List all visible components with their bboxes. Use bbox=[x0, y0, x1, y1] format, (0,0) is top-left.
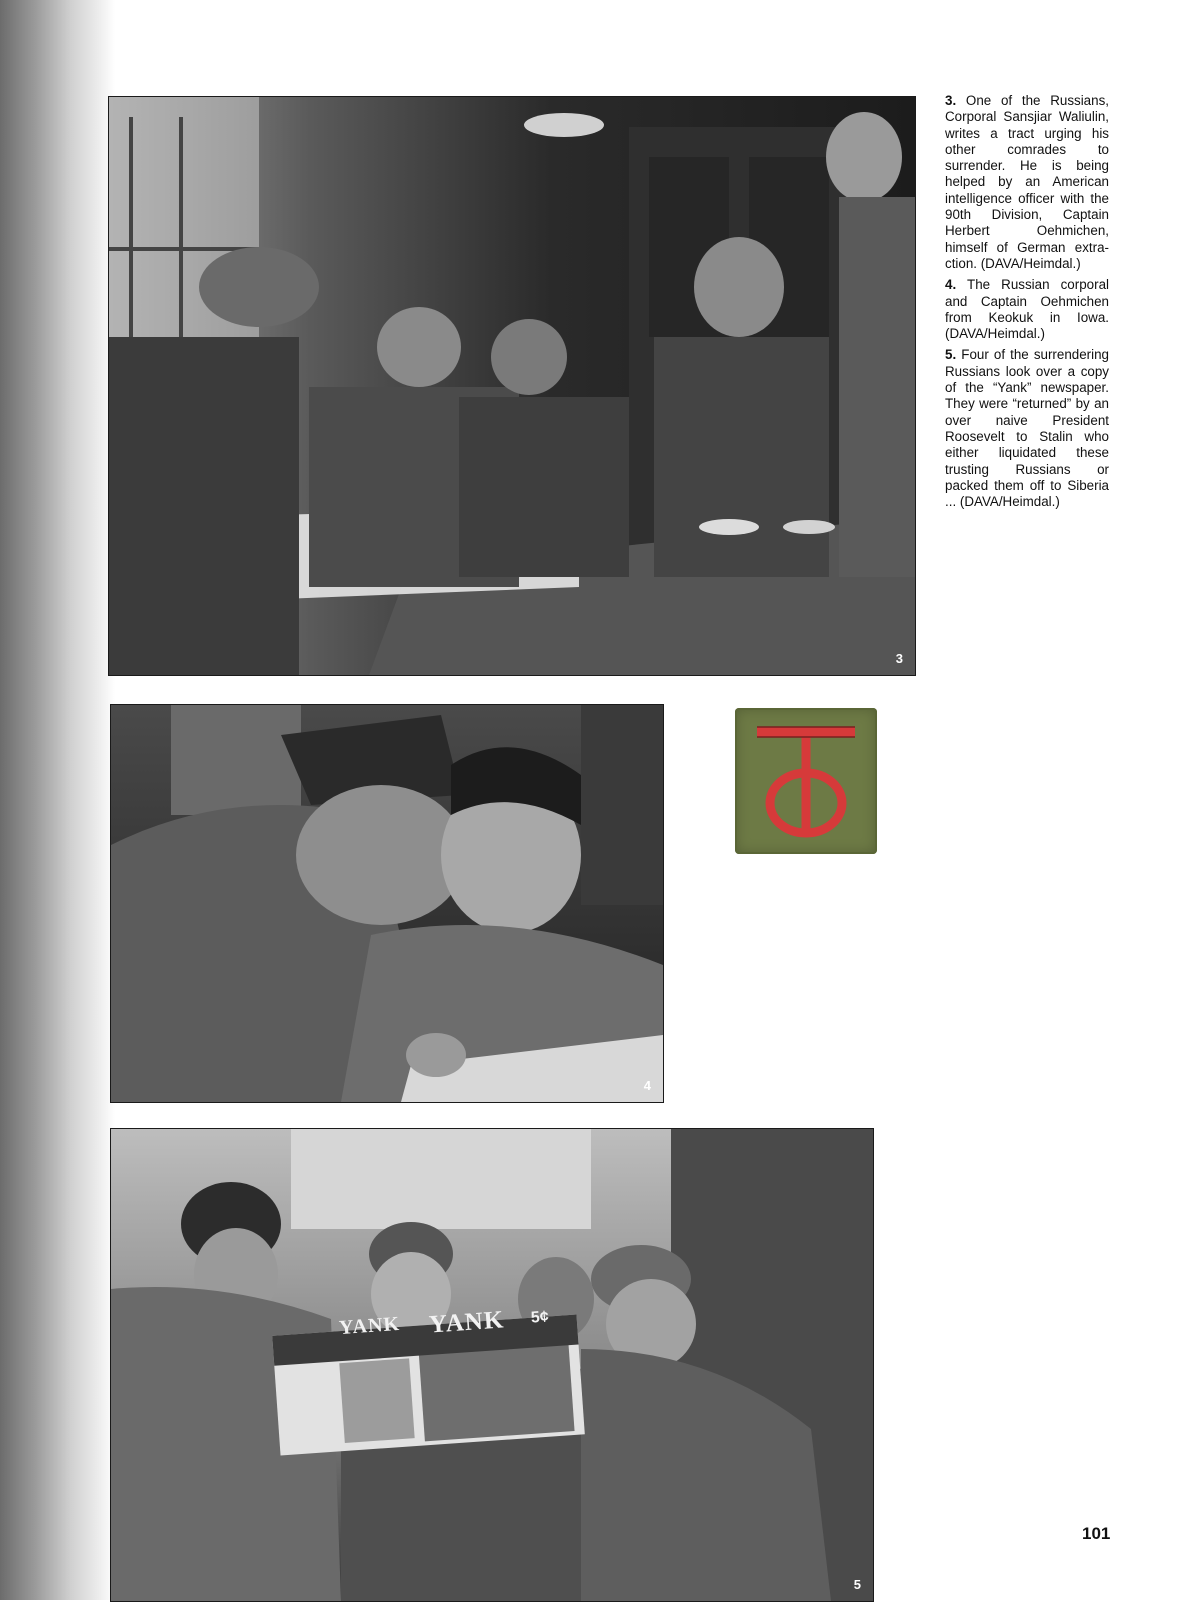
newspaper-issue-price: 5¢ bbox=[530, 1308, 550, 1327]
photo-5 bbox=[110, 1128, 874, 1602]
page-gutter-shadow bbox=[0, 0, 115, 1600]
caption-3 bbox=[945, 93, 1109, 272]
photo-4-number: 4 bbox=[643, 1078, 651, 1093]
photo-5-number: 5 bbox=[853, 1577, 861, 1592]
caption-5-text: Four of the surrendering Russians look over a copy of the “Yank” newspaper. They were “returned” by an over naive President Roosevelt to Stalin who either liquidated these trusting Russians or packed them off to Siberia ... (DAVA/Heimdal.) bbox=[945, 347, 1109, 510]
photo-4 bbox=[110, 704, 664, 1103]
caption-4 bbox=[945, 277, 1109, 342]
caption-4-text: The Russian corporal and Captain Oehmichen from Keokuk in Iowa. (DAVA/Heimdal.) bbox=[945, 277, 1109, 342]
photo-3 bbox=[108, 96, 916, 676]
newspaper-masthead-right: YANK bbox=[428, 1306, 506, 1339]
photo-3-number: 3 bbox=[895, 651, 903, 666]
page-number: 101 bbox=[1082, 1524, 1111, 1543]
division-patch-emblem-icon bbox=[735, 708, 877, 854]
caption-5 bbox=[945, 347, 1109, 510]
division-patch bbox=[735, 708, 877, 854]
caption-4-number: 4. bbox=[945, 277, 957, 293]
newspaper-masthead-left: YANK bbox=[338, 1312, 401, 1340]
caption-5-number: 5. bbox=[945, 347, 957, 363]
photo-3-image bbox=[109, 97, 915, 675]
photo-4-image bbox=[111, 705, 663, 1102]
captions-column bbox=[945, 93, 1109, 515]
caption-3-text: One of the Russians, Corporal Sansjiar Waliulin, writes a tract urging his other comrades to surrender. He is being helped by an American intelligence officer with the 90th Division, Captain Herbert Oehmichen, himself of German extraction. (DAVA/Heimdal.) bbox=[945, 93, 1109, 271]
caption-3-number: 3. bbox=[945, 93, 957, 108]
photo-5-image bbox=[111, 1129, 873, 1601]
